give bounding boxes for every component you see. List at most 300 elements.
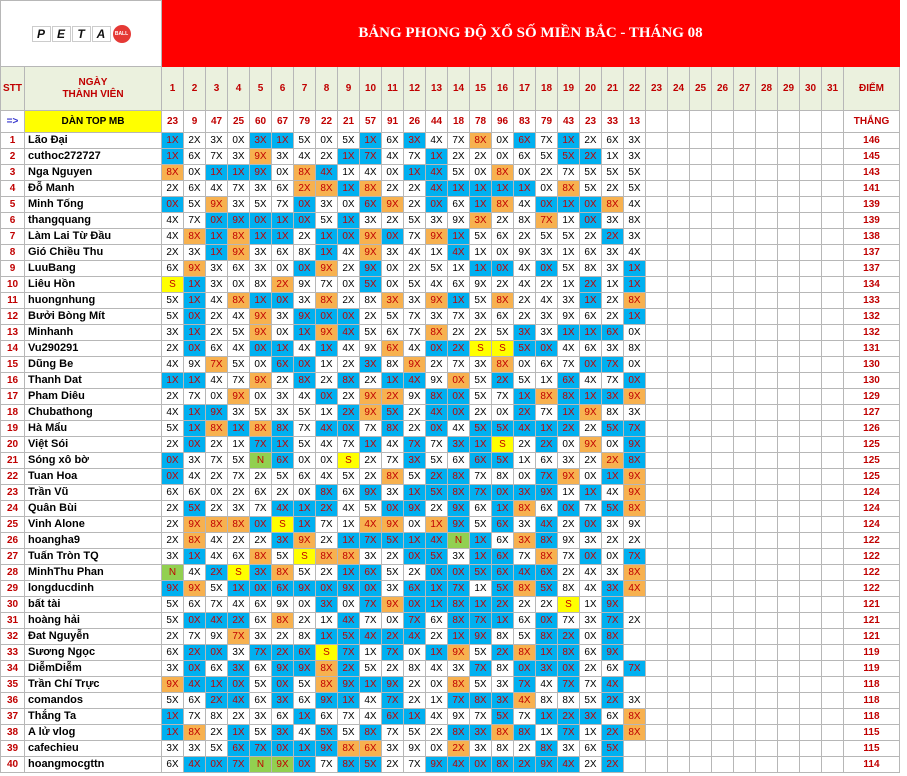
empty-cell bbox=[712, 693, 734, 709]
result-cell: 7X bbox=[228, 181, 250, 197]
empty-cell bbox=[778, 565, 800, 581]
result-cell: 6X bbox=[206, 661, 228, 677]
empty-cell bbox=[734, 245, 756, 261]
result-cell: 6X bbox=[294, 693, 316, 709]
empty-cell bbox=[668, 597, 690, 613]
result-cell: 7X bbox=[382, 645, 404, 661]
empty-cell bbox=[690, 741, 712, 757]
result-cell: 3X bbox=[228, 197, 250, 213]
member-name: thangquang bbox=[25, 213, 162, 229]
result-cell: 8X bbox=[448, 469, 470, 485]
result-cell: 7X bbox=[404, 229, 426, 245]
empty-cell bbox=[756, 133, 778, 149]
empty-cell bbox=[734, 213, 756, 229]
empty-cell bbox=[668, 725, 690, 741]
member-points: 129 bbox=[844, 389, 900, 405]
result-cell: 2X bbox=[580, 453, 602, 469]
day-header-14: 14 bbox=[448, 67, 470, 111]
empty-cell bbox=[646, 693, 668, 709]
result-cell: 8X bbox=[404, 661, 426, 677]
result-cell: N bbox=[250, 757, 272, 773]
empty-cell bbox=[800, 309, 822, 325]
result-cell: 1X bbox=[470, 437, 492, 453]
result-cell: 7X bbox=[360, 149, 382, 165]
result-cell: 9X bbox=[316, 325, 338, 341]
result-cell: 4X bbox=[338, 245, 360, 261]
result-cell: 5X bbox=[272, 469, 294, 485]
result-cell: 4X bbox=[338, 501, 360, 517]
result-cell: 5X bbox=[294, 437, 316, 453]
result-cell: 2X bbox=[536, 277, 558, 293]
result-cell: 0X bbox=[294, 485, 316, 501]
member-points: 121 bbox=[844, 629, 900, 645]
row-number: 38 bbox=[1, 725, 25, 741]
empty-cell bbox=[756, 629, 778, 645]
result-cell: 2X bbox=[316, 565, 338, 581]
empty-cell bbox=[778, 629, 800, 645]
result-cell: 3X bbox=[228, 645, 250, 661]
empty-cell bbox=[646, 261, 668, 277]
empty-cell bbox=[668, 341, 690, 357]
result-cell: 8X bbox=[624, 341, 646, 357]
empty-cell bbox=[690, 165, 712, 181]
result-cell: 2X bbox=[206, 565, 228, 581]
result-cell: 5X bbox=[404, 725, 426, 741]
day-header-16: 16 bbox=[492, 67, 514, 111]
result-cell: 6X bbox=[162, 261, 184, 277]
empty-cell bbox=[668, 245, 690, 261]
result-cell: 8X bbox=[316, 181, 338, 197]
result-cell: 3X bbox=[448, 661, 470, 677]
result-cell: 3X bbox=[624, 229, 646, 245]
empty-cell bbox=[646, 341, 668, 357]
result-cell: 1X bbox=[272, 213, 294, 229]
result-cell: 4X bbox=[404, 629, 426, 645]
result-cell: 3X bbox=[448, 549, 470, 565]
member-name: comandos bbox=[25, 693, 162, 709]
result-cell: 4X bbox=[206, 533, 228, 549]
result-cell: 5X bbox=[206, 581, 228, 597]
empty-cell bbox=[712, 581, 734, 597]
result-cell: 4X bbox=[624, 245, 646, 261]
empty-cell bbox=[690, 213, 712, 229]
result-cell: 1X bbox=[470, 261, 492, 277]
empty-cell bbox=[800, 421, 822, 437]
result-cell: 9X bbox=[558, 469, 580, 485]
member-name: Trần Vũ bbox=[25, 485, 162, 501]
result-cell: 2X bbox=[536, 597, 558, 613]
result-cell: 9X bbox=[360, 405, 382, 421]
result-cell: 9X bbox=[448, 501, 470, 517]
result-cell: 3X bbox=[602, 341, 624, 357]
empty-cell bbox=[690, 325, 712, 341]
result-cell: 0X bbox=[580, 517, 602, 533]
result-cell: 2X bbox=[558, 517, 580, 533]
result-cell: 3X bbox=[624, 405, 646, 421]
day-header-17: 17 bbox=[514, 67, 536, 111]
empty-cell bbox=[646, 597, 668, 613]
table-row bbox=[1, 165, 900, 181]
empty-cell bbox=[712, 549, 734, 565]
empty-cell bbox=[690, 645, 712, 661]
result-cell: 5X bbox=[470, 293, 492, 309]
result-cell: 0X bbox=[228, 677, 250, 693]
result-cell: 2X bbox=[492, 277, 514, 293]
result-cell: 2X bbox=[338, 293, 360, 309]
empty-cell bbox=[646, 181, 668, 197]
table-row bbox=[1, 373, 900, 389]
result-cell: 5X bbox=[382, 565, 404, 581]
result-cell: 7X bbox=[250, 501, 272, 517]
result-cell: 5X bbox=[602, 165, 624, 181]
result-cell: 7X bbox=[492, 389, 514, 405]
empty-cell bbox=[690, 245, 712, 261]
result-cell: 9X bbox=[250, 309, 272, 325]
top-value-day-4: 25 bbox=[228, 111, 250, 133]
empty-cell bbox=[822, 309, 844, 325]
empty-cell bbox=[712, 357, 734, 373]
result-cell: 5X bbox=[580, 181, 602, 197]
result-cell: 6X bbox=[536, 565, 558, 581]
empty-cell bbox=[690, 725, 712, 741]
empty-cell bbox=[778, 677, 800, 693]
empty-cell bbox=[756, 261, 778, 277]
result-cell: 6X bbox=[382, 133, 404, 149]
empty-cell bbox=[690, 197, 712, 213]
empty-cell bbox=[800, 181, 822, 197]
empty-cell bbox=[624, 645, 646, 661]
empty-cell bbox=[690, 229, 712, 245]
result-cell: 2X bbox=[162, 341, 184, 357]
result-cell: 2X bbox=[206, 501, 228, 517]
empty-cell bbox=[822, 453, 844, 469]
result-cell: 8X bbox=[426, 389, 448, 405]
result-cell: 7X bbox=[206, 453, 228, 469]
result-cell: 4X bbox=[360, 165, 382, 181]
result-cell: 7X bbox=[514, 677, 536, 693]
result-cell: 0X bbox=[624, 373, 646, 389]
empty-cell bbox=[800, 741, 822, 757]
day-header-3: 3 bbox=[206, 67, 228, 111]
result-cell: 5X bbox=[426, 485, 448, 501]
top-value-day-20: 23 bbox=[580, 111, 602, 133]
result-cell: 5X bbox=[162, 309, 184, 325]
empty-cell bbox=[734, 501, 756, 517]
result-cell: 5X bbox=[602, 421, 624, 437]
table-row bbox=[1, 469, 900, 485]
result-cell: 0X bbox=[338, 421, 360, 437]
empty-cell bbox=[668, 357, 690, 373]
result-cell: 6X bbox=[514, 613, 536, 629]
row-number: 36 bbox=[1, 693, 25, 709]
result-cell: 2X bbox=[514, 597, 536, 613]
result-cell: 7X bbox=[360, 613, 382, 629]
table-row bbox=[1, 757, 900, 773]
result-cell: 6X bbox=[184, 485, 206, 501]
empty-cell bbox=[734, 613, 756, 629]
result-cell: 6X bbox=[294, 645, 316, 661]
result-cell: 7X bbox=[426, 437, 448, 453]
empty-cell bbox=[756, 149, 778, 165]
member-name: Sương Ngọc bbox=[25, 645, 162, 661]
empty-cell bbox=[800, 565, 822, 581]
table-row bbox=[1, 293, 900, 309]
result-cell: 3X bbox=[162, 741, 184, 757]
empty-cell bbox=[668, 165, 690, 181]
result-cell: 5X bbox=[470, 389, 492, 405]
empty-cell bbox=[756, 405, 778, 421]
empty-cell bbox=[712, 213, 734, 229]
result-cell: 0X bbox=[316, 309, 338, 325]
table-row bbox=[1, 149, 900, 165]
empty-cell bbox=[668, 469, 690, 485]
result-cell: 0X bbox=[580, 197, 602, 213]
result-cell: 5X bbox=[426, 549, 448, 565]
result-cell: 9X bbox=[162, 677, 184, 693]
empty-cell bbox=[646, 757, 668, 773]
result-cell: 4X bbox=[536, 293, 558, 309]
result-cell: 7X bbox=[558, 677, 580, 693]
result-cell: 0X bbox=[206, 485, 228, 501]
result-cell: 7X bbox=[316, 757, 338, 773]
result-cell: 1X bbox=[514, 181, 536, 197]
empty-cell bbox=[778, 709, 800, 725]
result-cell: 3X bbox=[536, 245, 558, 261]
member-name: Pham Diêu bbox=[25, 389, 162, 405]
result-cell: 0X bbox=[294, 357, 316, 373]
result-cell: 5X bbox=[294, 405, 316, 421]
arrow-marker: => bbox=[1, 111, 25, 133]
result-cell: 1X bbox=[448, 629, 470, 645]
empty-cell bbox=[668, 501, 690, 517]
member-points: 145 bbox=[844, 149, 900, 165]
result-cell: 3X bbox=[206, 277, 228, 293]
table-row bbox=[1, 741, 900, 757]
member-points: 137 bbox=[844, 245, 900, 261]
empty-cell bbox=[646, 277, 668, 293]
table-row bbox=[1, 245, 900, 261]
empty-cell bbox=[668, 629, 690, 645]
result-cell: 9X bbox=[294, 277, 316, 293]
result-cell: 7X bbox=[404, 325, 426, 341]
result-cell: 3X bbox=[580, 709, 602, 725]
result-cell: 2X bbox=[448, 149, 470, 165]
result-cell: 5X bbox=[624, 165, 646, 181]
result-cell: 9X bbox=[536, 485, 558, 501]
result-cell: 4X bbox=[316, 437, 338, 453]
result-cell: 0X bbox=[580, 357, 602, 373]
result-cell: 8X bbox=[272, 613, 294, 629]
empty-cell bbox=[778, 437, 800, 453]
result-cell: 5X bbox=[536, 229, 558, 245]
result-cell: 0X bbox=[448, 565, 470, 581]
top-empty-day-26 bbox=[712, 111, 734, 133]
result-cell: 8X bbox=[206, 421, 228, 437]
result-cell: 1X bbox=[162, 373, 184, 389]
result-cell: 2X bbox=[404, 565, 426, 581]
row-number: 25 bbox=[1, 517, 25, 533]
result-cell: 6X bbox=[448, 197, 470, 213]
result-cell: 9X bbox=[624, 437, 646, 453]
result-cell: 1X bbox=[426, 581, 448, 597]
result-cell: 8X bbox=[514, 645, 536, 661]
result-cell: 1X bbox=[558, 485, 580, 501]
result-cell: 3X bbox=[624, 149, 646, 165]
result-cell: 0X bbox=[448, 389, 470, 405]
result-cell: 4X bbox=[162, 229, 184, 245]
top-value-day-11: 91 bbox=[382, 111, 404, 133]
result-cell: 8X bbox=[360, 293, 382, 309]
empty-cell bbox=[646, 549, 668, 565]
member-name: Lão Đại bbox=[25, 133, 162, 149]
result-cell: 4X bbox=[426, 405, 448, 421]
empty-cell bbox=[778, 517, 800, 533]
empty-cell bbox=[756, 325, 778, 341]
empty-cell bbox=[778, 597, 800, 613]
member-points: 121 bbox=[844, 613, 900, 629]
result-cell: 0X bbox=[360, 581, 382, 597]
result-cell: 6X bbox=[602, 709, 624, 725]
result-cell: 9X bbox=[624, 517, 646, 533]
result-cell: 6X bbox=[228, 549, 250, 565]
empty-cell bbox=[712, 165, 734, 181]
result-cell: 1X bbox=[162, 149, 184, 165]
result-cell: 8X bbox=[558, 693, 580, 709]
member-name: Gió Chiều Thu bbox=[25, 245, 162, 261]
result-cell: 0X bbox=[492, 261, 514, 277]
empty-cell bbox=[734, 517, 756, 533]
result-cell: 1X bbox=[404, 533, 426, 549]
table-row bbox=[1, 437, 900, 453]
result-cell: 9X bbox=[250, 325, 272, 341]
result-cell: 8X bbox=[206, 709, 228, 725]
result-cell: 4X bbox=[580, 373, 602, 389]
result-cell: 5X bbox=[162, 693, 184, 709]
result-cell: 9X bbox=[514, 245, 536, 261]
empty-cell bbox=[690, 517, 712, 533]
result-cell: 2X bbox=[492, 645, 514, 661]
result-cell: 5X bbox=[404, 277, 426, 293]
row-number: 2 bbox=[1, 149, 25, 165]
empty-cell bbox=[778, 357, 800, 373]
table-row bbox=[1, 549, 900, 565]
empty-cell bbox=[756, 501, 778, 517]
day-header-23: 23 bbox=[646, 67, 668, 111]
empty-cell bbox=[800, 533, 822, 549]
result-cell: 3X bbox=[272, 725, 294, 741]
empty-cell bbox=[800, 213, 822, 229]
result-cell: 9X bbox=[360, 229, 382, 245]
result-cell: 4X bbox=[514, 693, 536, 709]
result-cell: 0X bbox=[580, 549, 602, 565]
top-value-day-13: 44 bbox=[426, 111, 448, 133]
result-cell: 6X bbox=[272, 709, 294, 725]
result-cell: 0X bbox=[382, 613, 404, 629]
result-cell: 1X bbox=[624, 261, 646, 277]
result-cell: 9X bbox=[426, 293, 448, 309]
result-cell: 9X bbox=[448, 709, 470, 725]
empty-cell bbox=[646, 213, 668, 229]
result-cell: 0X bbox=[580, 213, 602, 229]
result-cell: 0X bbox=[294, 757, 316, 773]
result-cell: 0X bbox=[536, 613, 558, 629]
empty-cell bbox=[822, 373, 844, 389]
result-cell: 2X bbox=[426, 501, 448, 517]
empty-cell bbox=[646, 645, 668, 661]
empty-cell bbox=[646, 501, 668, 517]
result-cell: 6X bbox=[536, 501, 558, 517]
result-cell: 7X bbox=[250, 645, 272, 661]
result-cell: 9X bbox=[206, 405, 228, 421]
result-cell: 5X bbox=[470, 517, 492, 533]
result-cell: 5X bbox=[602, 741, 624, 757]
empty-cell bbox=[756, 645, 778, 661]
result-cell: 1X bbox=[272, 437, 294, 453]
result-cell: 8X bbox=[316, 485, 338, 501]
result-cell: 4X bbox=[624, 197, 646, 213]
member-name: Dũng Be bbox=[25, 357, 162, 373]
empty-cell bbox=[756, 165, 778, 181]
result-cell: 0X bbox=[316, 453, 338, 469]
empty-cell bbox=[690, 437, 712, 453]
result-cell: 1X bbox=[294, 501, 316, 517]
result-cell: 1X bbox=[316, 341, 338, 357]
result-cell: 0X bbox=[426, 341, 448, 357]
result-cell: 5X bbox=[624, 181, 646, 197]
result-cell: 1X bbox=[316, 357, 338, 373]
empty-cell bbox=[734, 597, 756, 613]
row-number: 40 bbox=[1, 757, 25, 773]
result-cell: 2X bbox=[382, 213, 404, 229]
result-cell: 0X bbox=[514, 661, 536, 677]
empty-cell bbox=[668, 325, 690, 341]
result-cell: 3X bbox=[580, 613, 602, 629]
result-cell: 4X bbox=[426, 133, 448, 149]
result-cell: 9X bbox=[360, 485, 382, 501]
empty-cell bbox=[668, 373, 690, 389]
result-cell: 5X bbox=[492, 581, 514, 597]
empty-cell bbox=[690, 277, 712, 293]
result-cell: 9X bbox=[470, 277, 492, 293]
result-cell: 0X bbox=[470, 757, 492, 773]
result-cell: 3X bbox=[162, 661, 184, 677]
result-cell: 4X bbox=[382, 149, 404, 165]
member-points: 125 bbox=[844, 437, 900, 453]
result-cell: 5X bbox=[338, 469, 360, 485]
result-cell: 0X bbox=[492, 485, 514, 501]
result-cell: 1X bbox=[536, 421, 558, 437]
result-cell: 4X bbox=[206, 613, 228, 629]
empty-cell bbox=[822, 469, 844, 485]
result-cell: 7X bbox=[448, 693, 470, 709]
result-cell: 2X bbox=[228, 613, 250, 629]
empty-cell bbox=[822, 437, 844, 453]
empty-cell bbox=[734, 629, 756, 645]
result-cell: 3X bbox=[624, 693, 646, 709]
result-cell: 5X bbox=[382, 309, 404, 325]
result-cell: 9X bbox=[294, 533, 316, 549]
empty-cell bbox=[668, 757, 690, 773]
result-cell: 4X bbox=[558, 341, 580, 357]
result-cell: 7X bbox=[360, 597, 382, 613]
empty-cell bbox=[778, 197, 800, 213]
empty-cell bbox=[734, 149, 756, 165]
empty-cell bbox=[668, 709, 690, 725]
result-cell: 5X bbox=[470, 373, 492, 389]
result-cell: 2X bbox=[492, 597, 514, 613]
empty-cell bbox=[800, 709, 822, 725]
result-cell: 3X bbox=[184, 453, 206, 469]
